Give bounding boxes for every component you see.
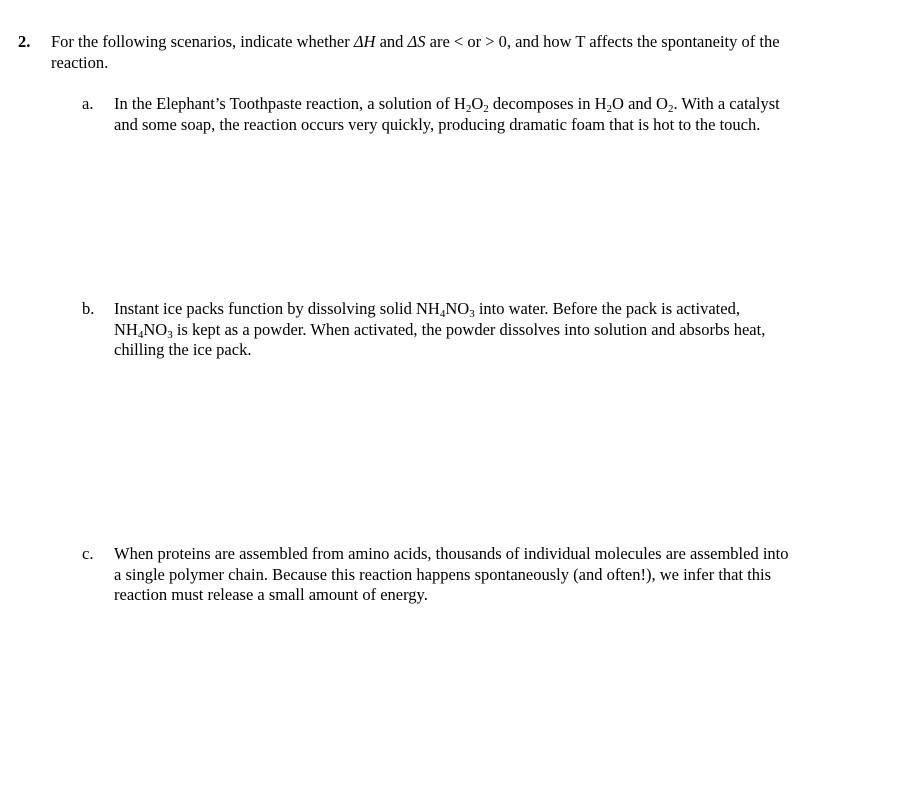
part-b-text-6: is kept as a powder. When activated, the powder dissolves into solution and absorbs heat, bbox=[172, 319, 766, 339]
part-a-text-5: . With a catalyst bbox=[673, 94, 780, 113]
part-b-line-1 bbox=[114, 299, 842, 320]
part-c-label: c. bbox=[82, 544, 94, 563]
subscript: 4 bbox=[137, 328, 144, 341]
prompt-text-2: and bbox=[375, 32, 408, 51]
part-a-line-2: and some soap, the reaction occurs very quickly, producing dramatic foam that is hot to the touch. bbox=[114, 114, 761, 134]
part-b-label: b. bbox=[82, 299, 95, 318]
prompt-text-3: are < or > 0, and how T affects the spontaneity of the bbox=[425, 32, 780, 51]
delta-s-symbol: ΔS bbox=[407, 32, 426, 51]
subscript: 2 bbox=[465, 103, 472, 115]
question-prompt-line-1 bbox=[51, 32, 851, 53]
part-a-text-3: decomposes in H bbox=[488, 94, 607, 113]
question-number: 2. bbox=[18, 32, 31, 51]
part-c-line-2: a single polymer chain. Because this reaction happens spontaneously (and often!), we infer that this bbox=[114, 564, 772, 584]
subscript: 2 bbox=[667, 103, 674, 115]
part-a-text-2: O bbox=[471, 94, 484, 113]
subscript: 3 bbox=[167, 328, 173, 341]
part-b-text-4: NH bbox=[114, 319, 138, 339]
part-b-line-2 bbox=[114, 320, 842, 341]
part-b-text bbox=[114, 299, 842, 361]
part-a-text bbox=[114, 94, 842, 135]
part-a-line-1 bbox=[114, 94, 842, 115]
part-c-line-1: When proteins are assembled from amino acids, thousands of individual molecules are assembled into bbox=[114, 544, 789, 563]
part-b-text-5: NO bbox=[143, 319, 168, 339]
prompt-text-1: For the following scenarios, indicate whether bbox=[51, 32, 354, 51]
part-b-text-2: NO bbox=[445, 299, 470, 318]
delta-h-symbol: ΔH bbox=[353, 32, 376, 51]
subscript: 4 bbox=[439, 308, 446, 320]
part-a-text-1: In the Elephant’s Toothpaste reaction, a solution of H bbox=[114, 94, 466, 113]
part-a-label: a. bbox=[82, 94, 94, 113]
part-a-text-4: O and O bbox=[612, 94, 668, 113]
part-b-line-3: chilling the ice pack. bbox=[114, 340, 252, 359]
subscript: 2 bbox=[483, 103, 489, 115]
part-c-line-3: reaction must release a small amount of energy. bbox=[114, 585, 428, 604]
question-prompt-line-2: reaction. bbox=[51, 52, 109, 72]
part-b-text-3: into water. Before the pack is activated, bbox=[474, 299, 740, 318]
question-prompt bbox=[51, 32, 851, 73]
subscript: 2 bbox=[606, 103, 613, 115]
part-c-text bbox=[114, 544, 842, 606]
subscript: 3 bbox=[469, 308, 475, 320]
part-b-text-1: Instant ice packs function by dissolving solid NH bbox=[114, 299, 440, 318]
